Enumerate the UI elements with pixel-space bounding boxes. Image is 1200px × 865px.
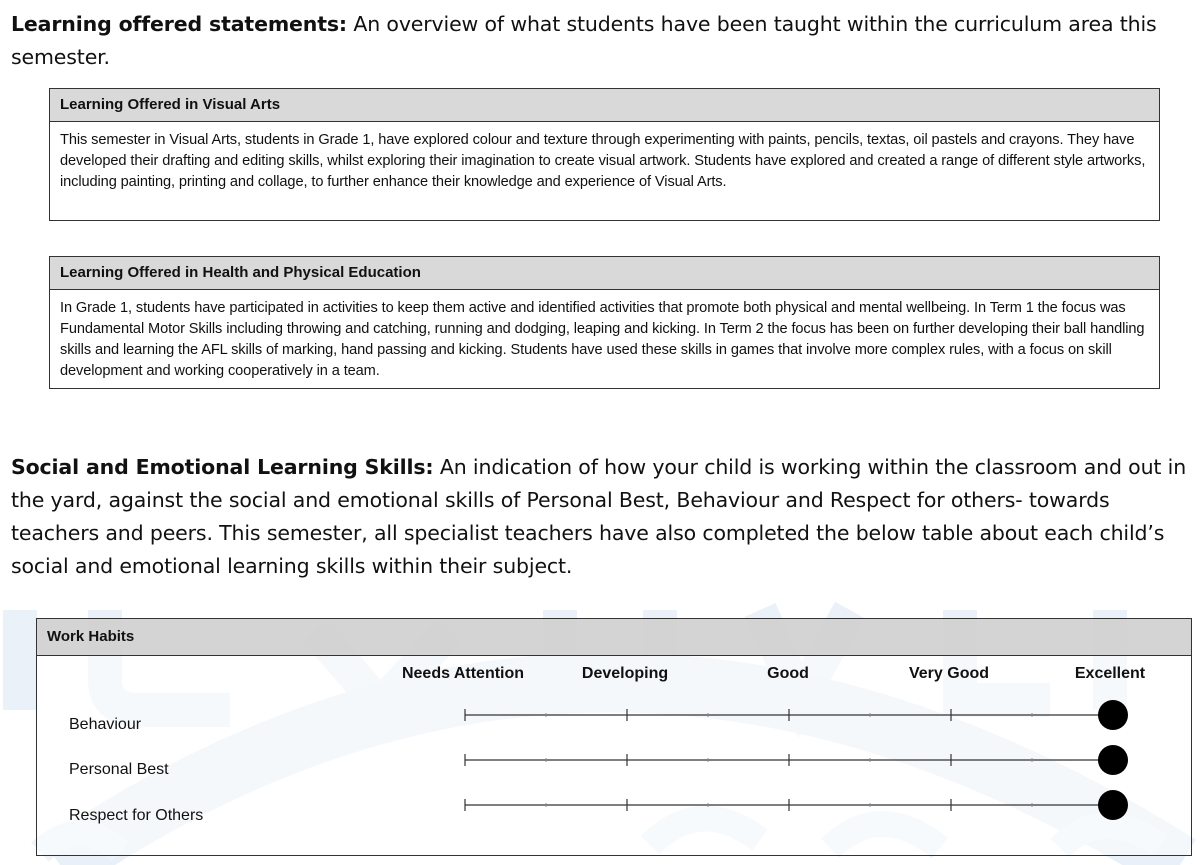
learning-offered-lead: Learning offered statements: bbox=[11, 12, 347, 36]
scale-label-excellent: Excellent bbox=[1074, 665, 1146, 682]
learning-offered-text: An overview of what students have been taught within the curriculum area this semester. bbox=[11, 12, 1157, 69]
scale-label-needs-attention: Needs Attention bbox=[401, 665, 525, 682]
row-label-respect-for-others: Respect for Others bbox=[69, 807, 204, 824]
row-label-behaviour: Behaviour bbox=[69, 716, 142, 733]
visual-arts-box bbox=[49, 88, 1160, 221]
hpe-box bbox=[49, 256, 1160, 389]
learning-offered-intro bbox=[11, 8, 1191, 74]
sel-text: An indication of how your child is working within the classroom and out in the yard, against the social and emotional skills of Personal Best, Behaviour and Respect for others- towards teachers and peers. This semester, all specialist teachers have also completed the below table about each child’s social and emotional learning skills within their subject. bbox=[11, 455, 1187, 578]
scale-label-developing: Developing bbox=[581, 665, 669, 682]
sel-lead: Social and Emotional Learning Skills: bbox=[11, 455, 434, 479]
work-habits-title: Work Habits bbox=[37, 619, 1191, 656]
scale-label-very-good: Very Good bbox=[908, 665, 990, 682]
visual-arts-body: This semester in Visual Arts, students in Grade 1, have explored colour and texture through experimenting with paints, pencils, textas, oil pastels and crayons. They have developed their drafting and editing skills, whilst exploring their imagination to create visual artwork. Students have explored and created a range of different style artworks, including painting, printing and collage, to further enhance their knowledge and experience of Visual Arts. bbox=[60, 132, 1146, 190]
sel-intro bbox=[11, 451, 1191, 583]
row-label-personal-best: Personal Best bbox=[69, 761, 169, 778]
hpe-body: In Grade 1, students have participated in activities to keep them active and identified activities that promote both physical and mental wellbeing. In Term 1 the focus was Fundamental Motor Skills including throwing and catching, running and dodging, leaping and kicking. In Term 2 the focus has been on further developing their ball handling skills and learning the AFL skills of marking, hand passing and kicking. Students have used these skills in games that involve more complex rules, with a focus on skill development and working cooperatively in a team. bbox=[60, 300, 1145, 379]
rating-marker bbox=[1098, 700, 1128, 730]
visual-arts-title: Learning Offered in Visual Arts bbox=[50, 89, 1159, 122]
rating-marker bbox=[1098, 745, 1128, 775]
rating-marker bbox=[1098, 790, 1128, 820]
rating-scales bbox=[37, 619, 1191, 855]
hpe-title: Learning Offered in Health and Physical Education bbox=[50, 257, 1159, 290]
work-habits-box bbox=[36, 618, 1192, 856]
scale-label-good: Good bbox=[767, 665, 809, 682]
